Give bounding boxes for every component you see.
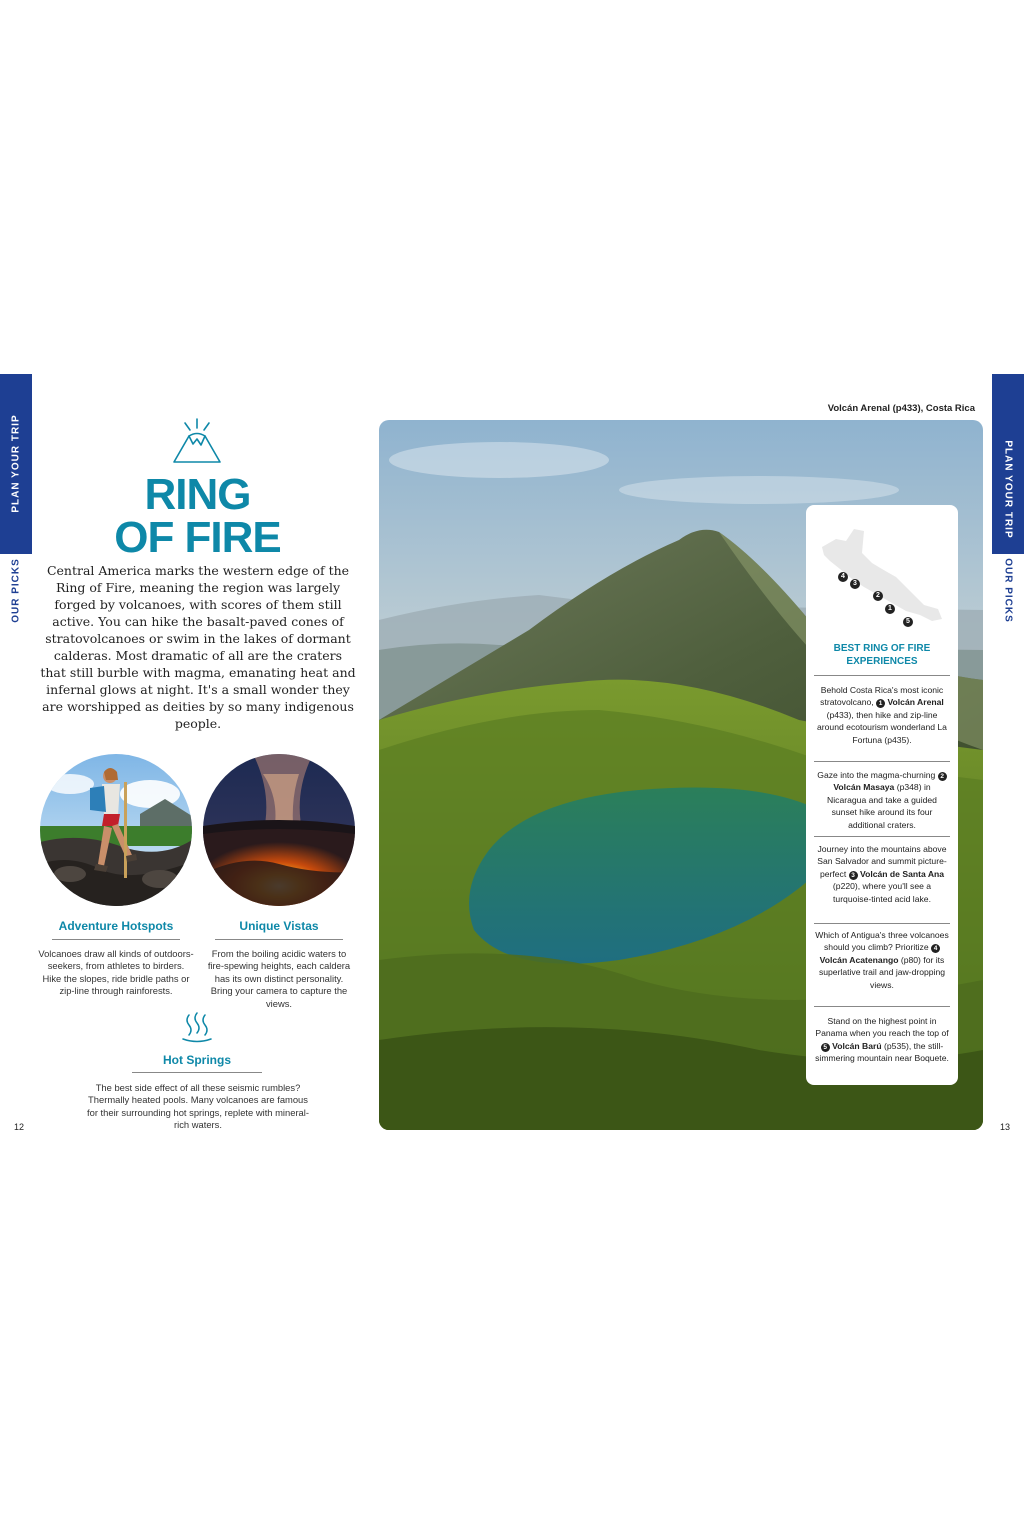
panel-rule: [814, 675, 950, 676]
section-heading-adventure: Adventure Hotspots: [58, 919, 174, 933]
experience-item-2: Gaze into the magma-churning 2 Volcán Masaya (p348) in Nicaragua and take a guided sunset hike around its four additional craters.: [814, 769, 950, 831]
photo-caption: Volcán Arenal (p433), Costa Rica: [827, 403, 975, 414]
experience-item-3: Journey into the mountains above San Salvador and summit picture-perfect 3 Volcán de Santa Ana (p220), where you'll see a turquoise-tinted acid lake.: [817, 844, 947, 904]
page-number-right: 13: [1000, 1122, 1011, 1132]
page-title-line1: RING: [144, 470, 251, 519]
section-heading-vistas: Unique Vistas: [239, 919, 319, 933]
section-rule-hot-springs: [132, 1072, 262, 1073]
number-badge: 3: [849, 871, 858, 880]
side-tab-right: [992, 374, 1024, 554]
panel-heading-line1: BEST RING OF FIRE: [833, 643, 931, 654]
hot-springs-icon: [180, 1011, 214, 1043]
volcano-icon: [170, 414, 224, 466]
central-america-map: [816, 519, 946, 631]
hiker-photo: [40, 754, 192, 906]
section-text-adventure: Volcanoes draw all kinds of outdoors-seekers, from athletes to birders. Hike the slopes, ride bridle paths or zip-line through rainforests.: [38, 948, 194, 997]
panel-heading-line2: EXPERIENCES: [846, 656, 918, 667]
panel-rule: [814, 1006, 950, 1007]
panel-rule: [814, 836, 950, 837]
side-tab-right-label: PLAN YOUR TRIP: [1002, 440, 1014, 539]
side-sub-left-label: OUR PICKS: [10, 558, 22, 623]
panel-rule: [814, 923, 950, 924]
map-marker-3: 3: [850, 579, 860, 589]
experience-item-4: Which of Antigua's three volcanoes should you climb? Prioritize 4 Volcán Acatenango (p80) for its superlative trail and jaw-dropping views.: [815, 930, 949, 990]
panel-heading: [806, 642, 958, 668]
number-badge: 5: [821, 1043, 830, 1052]
crater-photo: [203, 754, 355, 906]
section-text-vistas: From the boiling acidic waters to fire-spewing heights, each caldera has its own distinct personality. Bring your camera to capture the views.: [207, 948, 351, 1009]
number-badge: 4: [931, 944, 940, 953]
map-marker-1: 1: [885, 604, 895, 614]
section-heading-hot-springs: Hot Springs: [163, 1053, 231, 1067]
number-badge: 2: [938, 772, 947, 781]
side-sub-right-label: OUR PICKS: [1002, 558, 1014, 623]
section-rule-vistas: [215, 939, 343, 940]
panel-rule: [814, 761, 950, 762]
map-marker-5: 5: [903, 617, 913, 627]
section-text-hot-springs: The best side effect of all these seismic rumbles? Thermally heated pools. Many volcanoes are famous for their surrounding hot springs, replete with mineral-rich waters.: [87, 1082, 309, 1131]
page-title-line2: OF FIRE: [114, 513, 281, 562]
intro-paragraph: Central America marks the western edge of the Ring of Fire, meaning the region was largely forged by volcanoes, with scores of them still active. You can hike the basalt-paved cones of stratovolcanoes or swim in the lakes of dormant calderas. Most dramatic of all are the craters that still burble with magma, emanating heat and infernal glows at night. It's a small wonder they are worshipped as deities by so many indigenous people.: [40, 563, 356, 731]
experiences-panel: [806, 505, 958, 1085]
map-marker-4: 4: [838, 572, 848, 582]
side-tab-left: [0, 374, 32, 554]
side-tab-left-label: PLAN YOUR TRIP: [10, 414, 22, 513]
map-marker-2: 2: [873, 591, 883, 601]
page-number-left: 12: [14, 1122, 25, 1132]
experience-item-1: Behold Costa Rica's most iconic stratovolcano, 1 Volcán Arenal (p433), then hike and zip-line around ecotourism wonderland La Fortuna (p435).: [817, 685, 947, 745]
section-rule-adventure: [52, 939, 180, 940]
number-badge: 1: [876, 699, 885, 708]
experience-item-5: Stand on the highest point in Panama when you reach the top of 5 Volcán Barú (p535), the still-simmering mountain near Boquete.: [815, 1016, 949, 1064]
